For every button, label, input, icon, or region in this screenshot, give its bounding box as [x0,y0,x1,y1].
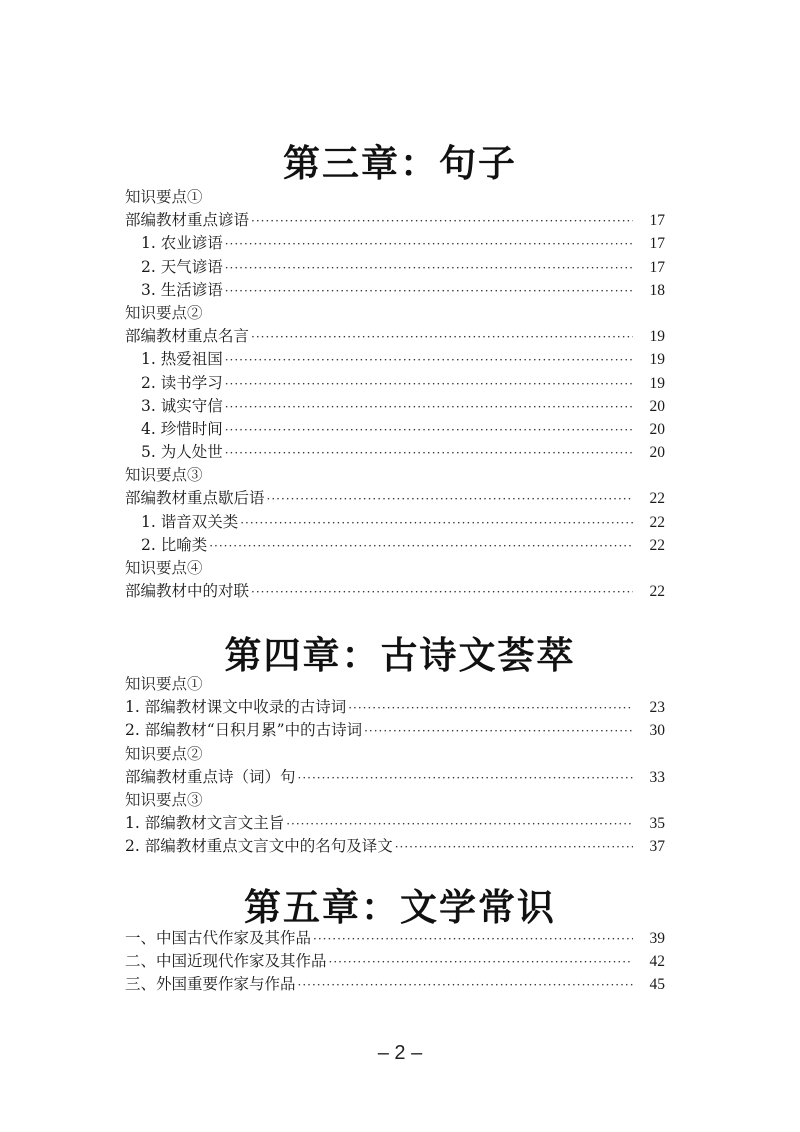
toc-section-heading: 知识要点④ [125,559,203,577]
toc-entry-label: 三、外国重要作家与作品 [125,975,296,994]
dot-leader [209,535,633,558]
toc-entry-label: 部编教材重点谚语 [125,211,250,230]
toc-entry[interactable] [125,973,665,996]
toc-section-heading: 知识要点① [125,188,203,206]
toc-page-number: 37 [649,838,665,856]
dot-leader [225,280,633,303]
toc-page-number: 22 [649,583,665,601]
dot-leader [225,373,633,396]
toc-entry[interactable] [125,766,665,789]
chapter-3-title: 第三章：句子 [283,142,517,185]
dot-leader [364,720,633,743]
toc-page-number: 42 [649,953,665,971]
toc-entry[interactable] [125,950,665,973]
dot-leader [251,581,633,604]
toc-entry-label: 1. 部编教材课文中收录的古诗词 [125,698,347,717]
dot-leader [298,767,633,790]
toc-page-number: 17 [649,212,665,230]
toc-entry-label: 2. 部编教材“日积月累”中的古诗词 [125,721,363,740]
toc-entry-label: 部编教材重点歇后语 [125,489,265,508]
toc-entry[interactable] [125,209,665,232]
toc-entry[interactable] [125,812,665,835]
toc-page-number: 45 [649,976,665,994]
dot-leader [251,210,633,233]
toc-page-number: 23 [649,699,665,717]
chapter-5-toc [125,927,665,997]
chapter-4-title: 第四章：古诗文荟萃 [224,634,576,677]
toc-entry-label: 二、中国近现代作家及其作品 [125,952,327,971]
toc-subentry[interactable] [125,232,665,255]
toc-entry-label: 4. 珍惜时间 [141,419,223,438]
toc-entry-label: 部编教材重点诗（词）句 [125,767,296,786]
chapter-4-toc [125,673,665,859]
dot-leader [240,512,633,535]
toc-page-number: 19 [649,328,665,346]
toc-section-heading: 知识要点② [125,303,203,322]
toc-entry-label: 1. 热爱祖国 [141,350,223,369]
dot-leader [225,349,633,372]
toc-entry-label: 1. 农业谚语 [141,234,223,253]
toc-entry-label: 部编教材中的对联 [125,582,250,601]
toc-entry-label: 2. 读书学习 [141,373,223,392]
toc-section-heading: 知识要点② [125,744,203,763]
toc-subentry[interactable] [125,256,665,279]
toc-page-number: 22 [649,536,665,554]
toc-subentry[interactable] [125,279,665,302]
toc-page-number: 39 [649,930,665,947]
toc-entry[interactable] [125,835,665,858]
toc-entry-label: 2. 比喻类 [141,535,208,554]
toc-subentry[interactable] [125,418,665,441]
toc-subentry[interactable] [125,441,665,464]
dot-leader [313,928,633,951]
dot-leader [251,326,633,349]
toc-subentry[interactable] [125,348,665,371]
toc-entry-label: 3. 诚实守信 [141,396,223,415]
toc-entry[interactable] [125,719,665,742]
toc-entry-label: 5. 为人处世 [141,443,223,462]
dot-leader [225,442,633,465]
dot-leader [395,836,633,859]
dot-leader [225,233,633,256]
toc-entry-label: 一、中国古代作家及其作品 [125,929,312,947]
toc-entry-label: 2. 部编教材重点文言文中的名句及译文 [125,837,393,856]
toc-subentry[interactable] [125,395,665,418]
dot-leader [225,257,633,280]
dot-leader [348,697,633,720]
toc-entry[interactable] [125,325,665,348]
dot-leader [298,974,633,997]
toc-page-number: 19 [649,374,665,392]
dot-leader [225,396,633,419]
toc-page-number: 20 [649,420,665,438]
toc-entry[interactable] [125,487,665,510]
chapter-3-toc [125,186,665,603]
toc-subentry[interactable] [125,534,665,557]
toc-entry-label: 3. 生活谚语 [141,280,223,299]
toc-entry-label: 1. 谐音双关类 [141,512,239,531]
toc-page-number: 17 [649,258,665,276]
toc-page-number: 20 [649,444,665,462]
toc-subentry[interactable] [125,372,665,395]
toc-page-number: 18 [649,281,665,299]
toc-entry-label: 2. 天气谚语 [141,257,223,276]
toc-page-number: 35 [649,815,665,833]
toc-section-heading: 知识要点① [125,675,203,693]
toc-page-number: 20 [649,397,665,415]
toc-entry[interactable] [125,927,665,950]
toc-entry[interactable] [125,580,665,603]
dot-leader [225,419,633,442]
toc-page-number: 17 [649,235,665,253]
toc-entry-label: 部编教材重点名言 [125,327,250,346]
dot-leader [267,488,633,511]
toc-page-number: 33 [649,768,665,786]
toc-section-heading: 知识要点③ [125,466,203,485]
toc-page-number: 22 [649,513,665,531]
dot-leader [286,813,633,836]
chapter-5-title: 第五章：文学常识 [244,886,556,929]
toc-page-number: 30 [649,722,665,740]
dot-leader [329,951,633,974]
toc-entry-label: 1. 部编教材文言文主旨 [125,814,285,833]
page-number: – 2 – [377,1042,423,1064]
toc-section-heading: 知识要点③ [125,790,203,809]
toc-page-number: 19 [649,351,665,369]
toc-entry[interactable] [125,696,665,719]
toc-page-number: 22 [649,490,665,508]
toc-subentry[interactable] [125,511,665,534]
